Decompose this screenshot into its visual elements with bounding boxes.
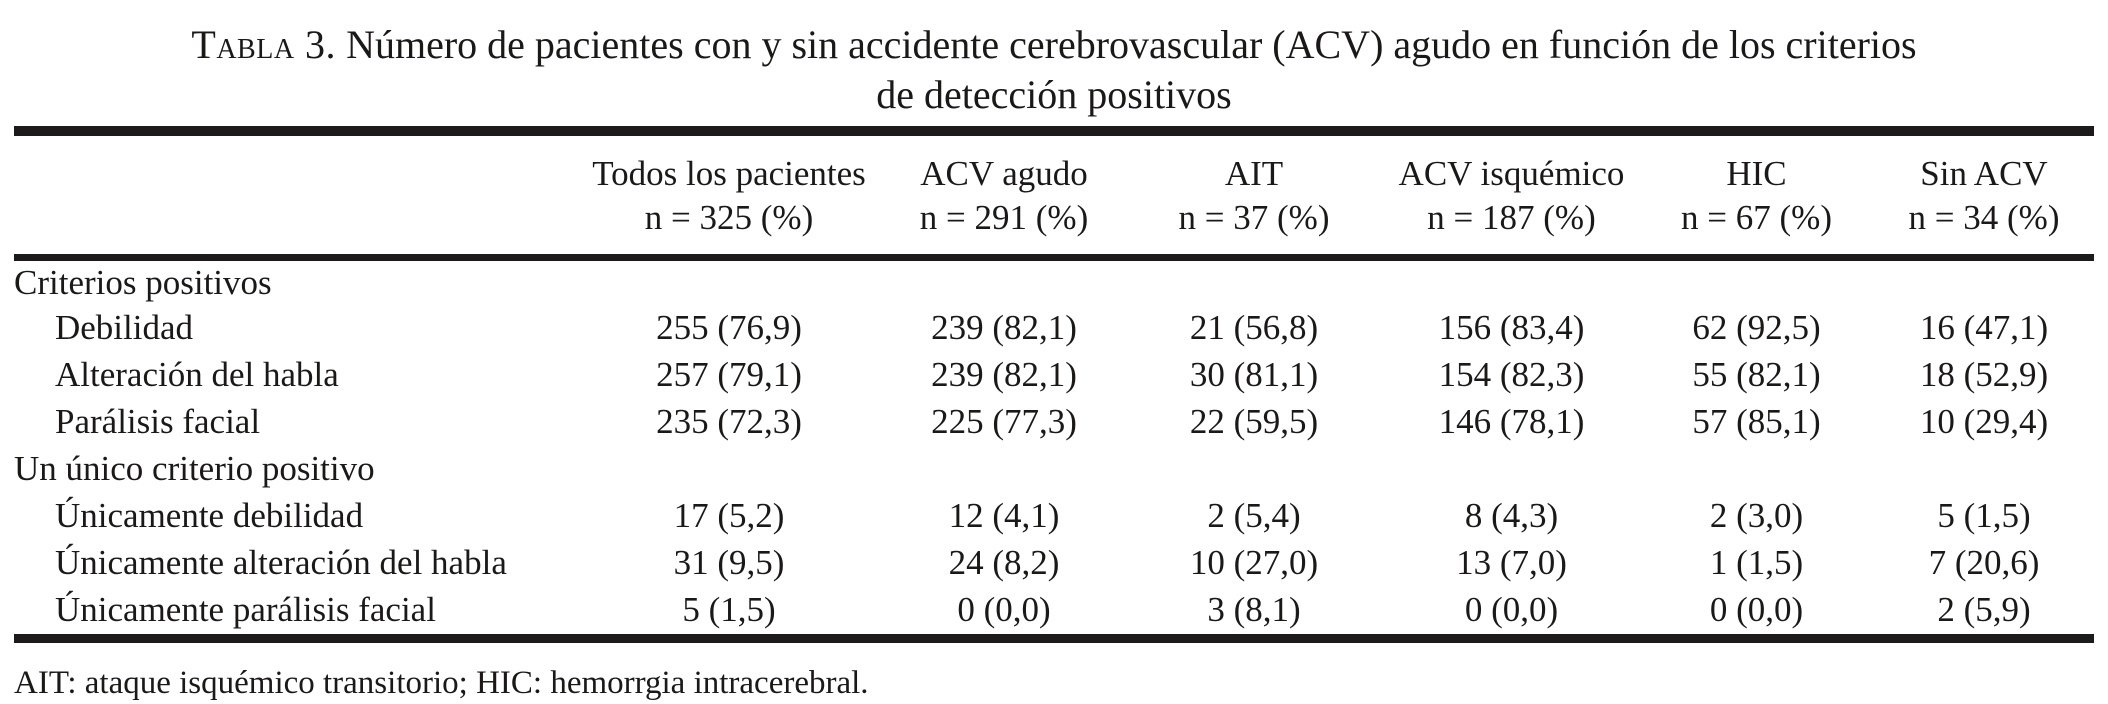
section-header-row (14, 446, 2094, 493)
table-caption (14, 20, 2094, 120)
column-header-todos-los-pacientes (574, 136, 884, 258)
cell-value: 57 (85,1) (1692, 402, 1821, 441)
cell-value: 12 (4,1) (948, 496, 1060, 535)
table-row (14, 352, 2094, 399)
column-n: n = 291 (%) (919, 198, 1089, 237)
table-row (14, 493, 2094, 540)
caption-line-1 (14, 20, 2094, 70)
column-n: n = 187 (%) (1427, 198, 1596, 237)
cell-value: 30 (81,1) (1189, 355, 1319, 394)
table-row (14, 399, 2094, 446)
column-n: n = 37 (%) (1178, 198, 1330, 237)
section-header: Criterios positivos (14, 262, 272, 302)
row-label: Únicamente alteración del habla (55, 543, 507, 582)
cell-value: 239 (82,1) (931, 355, 1077, 394)
caption-text: Número de pacientes con y sin accidente cerebrovascular (ACV) agudo en función de los criterios (346, 22, 1917, 67)
cell-value: 18 (52,9) (1919, 355, 2049, 394)
row-label: Parálisis facial (55, 402, 261, 441)
column-name: Todos los pacientes (592, 154, 866, 193)
cell-value: 146 (78,1) (1438, 402, 1585, 441)
cell-value: 22 (59,5) (1189, 402, 1319, 441)
table-footnote: AIT: ataque isquémico transitorio; HIC: hemorrgia intracerebral. (14, 664, 869, 701)
header-empty (14, 136, 574, 258)
section-header: Un único criterio positivo (14, 449, 375, 488)
cell-value: 255 (76,9) (656, 308, 802, 347)
column-name: Sin ACV (1920, 154, 2048, 193)
cell-value: 10 (27,0) (1189, 543, 1319, 582)
cell-value: 0 (0,0) (1709, 590, 1804, 629)
header-row (14, 136, 2094, 258)
top-rule (14, 126, 2094, 136)
column-header-sin-acv (1874, 136, 2094, 258)
cell-value: 0 (0,0) (957, 590, 1051, 629)
column-name: AIT (1224, 154, 1284, 193)
cell-value: 55 (82,1) (1692, 355, 1821, 394)
table-row (14, 540, 2094, 587)
row-label: Alteración del habla (55, 355, 339, 394)
column-header-hic (1639, 136, 1874, 258)
caption-line-2: de detección positivos (876, 72, 1232, 117)
row-label: Únicamente debilidad (55, 496, 364, 535)
cell-value: 3 (8,1) (1207, 590, 1301, 629)
cell-value: 2 (5,9) (1937, 590, 2031, 629)
cell-value: 2 (5,4) (1207, 496, 1301, 535)
cell-value: 17 (5,2) (673, 496, 785, 535)
cell-value: 2 (3,0) (1709, 496, 1804, 535)
table-header (14, 136, 2094, 258)
cell-value: 154 (82,3) (1438, 355, 1585, 394)
column-name: ACV agudo (920, 154, 1088, 193)
cell-value: 8 (4,3) (1464, 496, 1559, 535)
cell-value: 10 (29,4) (1919, 402, 2049, 441)
cell-value: 16 (47,1) (1919, 308, 2049, 347)
column-header-acv-isquemico (1384, 136, 1639, 258)
column-n: n = 325 (%) (644, 198, 814, 237)
cell-value: 225 (77,3) (931, 402, 1077, 441)
cell-value: 62 (92,5) (1692, 308, 1821, 347)
cell-value: 24 (8,2) (948, 543, 1060, 582)
cell-value: 13 (7,0) (1456, 543, 1567, 582)
table-body (14, 258, 2094, 634)
section-header-row (14, 258, 2094, 305)
column-name: ACV isquémico (1398, 154, 1625, 193)
cell-value: 31 (9,5) (673, 543, 785, 582)
cell-value: 5 (1,5) (1937, 496, 2031, 535)
table-row (14, 305, 2094, 352)
cell-value: 21 (56,8) (1189, 308, 1319, 347)
cell-value: 1 (1,5) (1709, 543, 1804, 582)
column-name: HIC (1726, 154, 1787, 193)
data-table (14, 136, 2094, 634)
bottom-rule (14, 634, 2094, 643)
row-label: Debilidad (55, 308, 194, 347)
cell-value: 156 (83,4) (1438, 308, 1585, 347)
cell-value: 5 (1,5) (682, 590, 776, 629)
cell-value: 235 (72,3) (656, 402, 802, 441)
cell-value: 0 (0,0) (1464, 590, 1559, 629)
table-row (14, 587, 2094, 634)
table-number: Tabla 3. (191, 22, 337, 67)
cell-value: 7 (20,6) (1928, 543, 2040, 582)
column-n: n = 34 (%) (1908, 198, 2060, 237)
column-header-acv-agudo (884, 136, 1124, 258)
cell-value: 239 (82,1) (931, 308, 1077, 347)
column-header-ait (1124, 136, 1384, 258)
cell-value: 257 (79,1) (656, 355, 802, 394)
row-label: Únicamente parálisis facial (55, 590, 436, 629)
column-n: n = 67 (%) (1681, 198, 1832, 237)
